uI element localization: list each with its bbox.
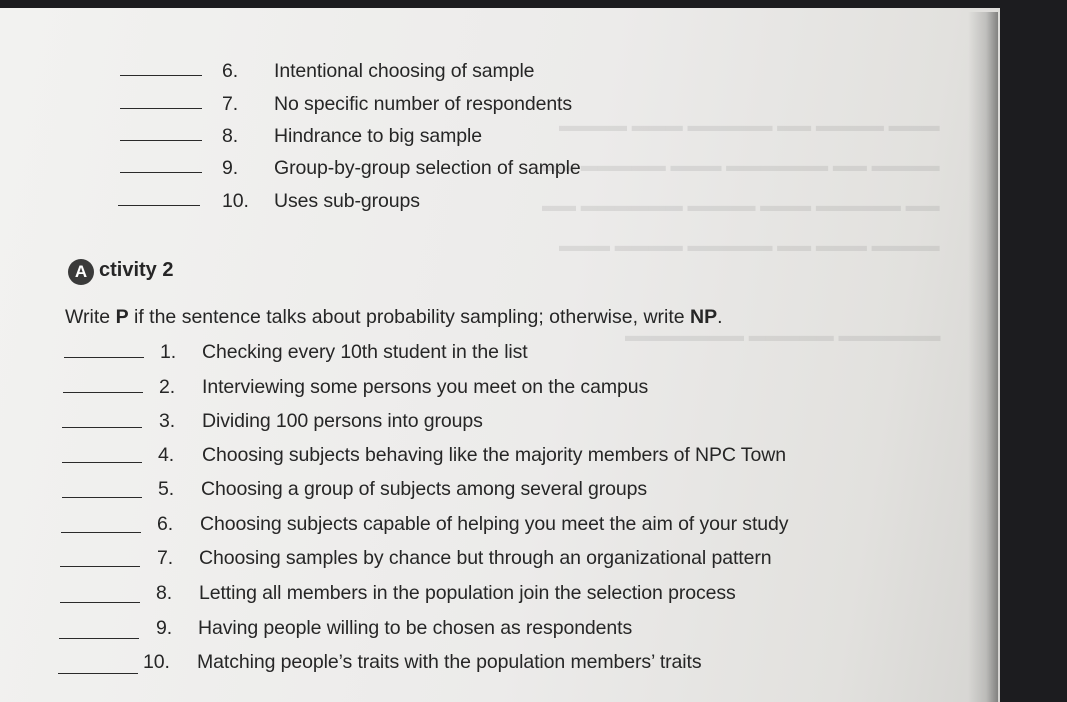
item-number: 6.	[157, 513, 174, 535]
item-text: Intentional choosing of sample	[274, 60, 535, 82]
activity-item	[156, 617, 632, 640]
item-text: Letting all members in the population join the selection process	[199, 582, 736, 604]
list-item	[222, 93, 572, 116]
answer-blank[interactable]	[120, 172, 202, 173]
answer-blank[interactable]	[60, 602, 140, 603]
item-text: Interviewing some persons you meet on the campus	[202, 376, 649, 398]
answer-blank[interactable]	[62, 497, 142, 498]
answer-blank[interactable]	[118, 205, 200, 206]
item-number: 7.	[157, 547, 174, 569]
item-number: 7.	[222, 93, 239, 115]
item-text: Checking every 10th student in the list	[202, 341, 528, 363]
item-text: Having people willing to be chosen as respondents	[198, 617, 633, 639]
bleed-through-line: ▬▬ ▬▬▬▬▬ ▬▬▬ ▬▬▬▬ ▬▬▬▬▬▬ ▬▬	[542, 196, 940, 215]
book-page	[0, 8, 1000, 702]
item-number: 4.	[158, 444, 175, 466]
list-item	[222, 157, 581, 180]
answer-blank[interactable]	[61, 532, 141, 533]
answer-blank[interactable]	[64, 357, 144, 358]
item-text: Choosing subjects behaving like the majority members of NPC Town	[202, 444, 786, 466]
item-number: 8.	[156, 582, 173, 604]
item-number: 1.	[160, 341, 177, 363]
activity-title: ctivity 2	[99, 259, 174, 281]
activity-item	[159, 376, 648, 399]
answer-blank[interactable]	[62, 462, 142, 463]
instruction-end: .	[717, 306, 723, 328]
item-text: Choosing subjects capable of helping you meet the aim of your study	[200, 513, 789, 535]
item-number: 3.	[159, 410, 176, 432]
activity-item	[157, 513, 788, 536]
list-item	[222, 125, 482, 148]
item-text: Dividing 100 persons into groups	[202, 410, 483, 432]
list-item	[222, 190, 420, 213]
item-number: 5.	[158, 478, 175, 500]
activity-item	[143, 651, 702, 674]
item-text: Choosing a group of subjects among several groups	[201, 478, 648, 500]
bleed-through-line: ▬▬▬▬ ▬▬ ▬▬▬▬▬▬ ▬▬▬ ▬▬▬▬▬ ▬▬	[542, 156, 940, 175]
activity-item	[160, 341, 528, 364]
activity-item	[159, 410, 483, 433]
item-text: Group-by-group selection of sample	[274, 157, 581, 179]
answer-blank[interactable]	[60, 566, 140, 567]
activity-badge: A	[68, 259, 94, 285]
instruction-text: if the sentence talks about probability sampling; otherwise, write	[128, 306, 691, 328]
instruction-text: Write	[65, 306, 116, 328]
item-text: Choosing samples by chance but through an organizational pattern	[199, 547, 772, 569]
item-number: 2.	[159, 376, 176, 398]
activity-item	[158, 444, 786, 467]
answer-blank[interactable]	[63, 392, 143, 393]
bleed-through-line: ▬▬▬ ▬▬▬▬ ▬▬ ▬▬▬▬▬ ▬▬▬ ▬▬▬▬	[559, 116, 940, 135]
answer-blank[interactable]	[59, 638, 139, 639]
item-number: 8.	[222, 125, 239, 147]
item-text: Uses sub-groups	[274, 190, 420, 212]
list-item	[222, 60, 534, 83]
item-number: 6.	[222, 60, 239, 82]
item-number: 10.	[143, 651, 170, 673]
instruction-np: NP	[690, 306, 718, 328]
item-number: 10.	[222, 190, 249, 212]
activity-item	[156, 582, 736, 605]
activity-item	[157, 547, 771, 570]
item-text: Hindrance to big sample	[274, 125, 482, 147]
page-edge-shadow	[968, 12, 998, 702]
item-number: 9.	[156, 617, 173, 639]
item-text: No specific number of respondents	[274, 93, 573, 115]
bleed-through-line: ▬▬▬▬▬▬ ▬▬▬▬▬ ▬▬▬▬▬▬▬	[624, 326, 940, 345]
activity-item	[158, 478, 647, 501]
bleed-through-line: ▬▬▬▬ ▬▬▬ ▬▬ ▬▬▬▬▬ ▬▬▬▬ ▬▬▬	[559, 236, 940, 255]
answer-blank[interactable]	[62, 427, 142, 428]
item-number: 9.	[222, 157, 239, 179]
answer-blank[interactable]	[120, 108, 202, 109]
instruction-p: P	[115, 306, 129, 328]
answer-blank[interactable]	[120, 140, 202, 141]
answer-blank[interactable]	[58, 673, 138, 674]
activity-instruction	[65, 306, 723, 329]
answer-blank[interactable]	[120, 75, 202, 76]
item-text: Matching people’s traits with the population members’ traits	[197, 651, 702, 673]
